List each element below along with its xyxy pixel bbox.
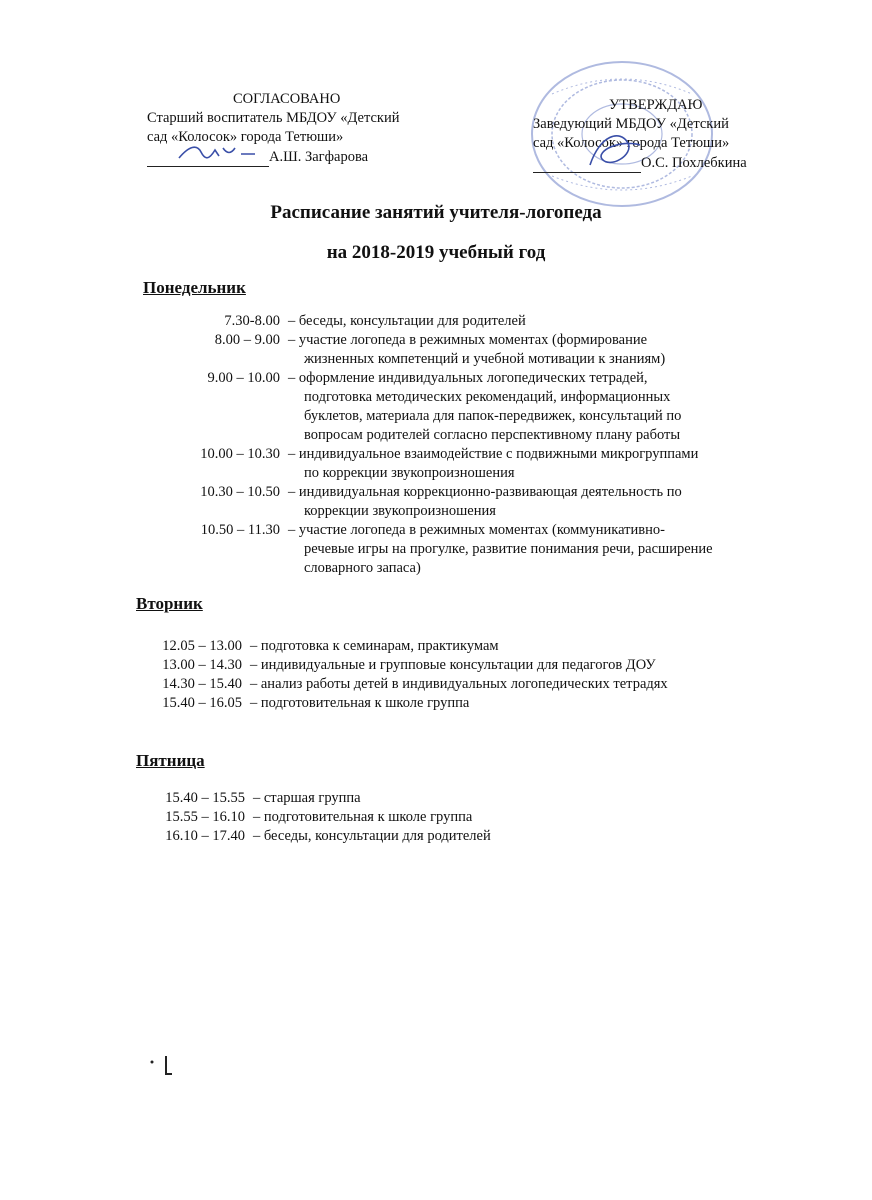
approved-heading: УТВЕРЖДАЮ <box>609 97 703 113</box>
agreed-heading: СОГЛАСОВАНО <box>233 91 341 107</box>
schedule-entry <box>150 694 790 713</box>
entry-text: вопросам родителей согласно перспективному плану работы <box>304 427 681 443</box>
entry-text: коррекции звукопроизношения <box>304 503 496 519</box>
schedule-entry <box>150 445 790 483</box>
entry-text: – старшая группа <box>253 790 361 806</box>
agreed-org: сад «Колосок» города Тетюши» <box>147 129 344 145</box>
approved-position: Заведующий МБДОУ «Детский <box>533 116 729 132</box>
entry-time: 13.00 – 14.30 <box>162 657 242 673</box>
schedule-entry <box>150 637 790 656</box>
entry-time: 15.40 – 16.05 <box>162 695 242 711</box>
schedule-entry <box>150 656 790 675</box>
approved-org: сад «Колосок» города Тетюши» <box>533 135 730 151</box>
entry-text: – участие логопеда в режимных моментах (формирование <box>288 332 648 348</box>
entry-time: 7.30-8.00 <box>224 313 280 329</box>
schedule-entry <box>150 483 790 521</box>
entry-time: 12.05 – 13.00 <box>162 638 242 654</box>
agreed-position: Старший воспитатель МБДОУ «Детский <box>147 110 400 126</box>
entry-text: – оформление индивидуальных логопедических тетрадей, <box>288 370 648 386</box>
entry-text: – анализ работы детей в индивидуальных логопедических тетрадях <box>250 676 668 692</box>
schedule-monday <box>150 312 790 578</box>
entry-time: 10.50 – 11.30 <box>200 522 280 538</box>
approved-name: О.С. Похлебкина <box>641 155 747 171</box>
entry-text: – беседы, консультации для родителей <box>253 828 491 844</box>
entry-text: – беседы, консультации для родителей <box>288 313 526 329</box>
left-signature <box>175 140 265 164</box>
schedule-entry <box>150 789 790 808</box>
day-heading-friday: Пятница <box>136 751 205 770</box>
entry-text: – подготовительная к школе группа <box>250 695 470 711</box>
entry-text: речевые игры на прогулке, развитие понимания речи, расширение <box>304 541 713 557</box>
entry-time: 10.00 – 10.30 <box>200 446 280 462</box>
entry-text: по коррекции звукопроизношения <box>304 465 515 481</box>
entry-text: – подготовка к семинарам, практикумам <box>250 638 499 654</box>
entry-time: 8.00 – 9.00 <box>214 332 280 348</box>
right-signature <box>580 125 650 175</box>
entry-text: жизненных компетенций и учебной мотивации к знаниям) <box>304 351 666 367</box>
schedule-entry <box>150 521 790 578</box>
schedule-entry <box>150 827 790 846</box>
day-heading-monday: Понедельник <box>143 278 246 297</box>
schedule-entry <box>150 331 790 369</box>
document-subtitle: на 2018-2019 учебный год <box>326 242 546 263</box>
entry-time: 10.30 – 10.50 <box>200 484 280 500</box>
schedule-tuesday <box>150 637 790 713</box>
entry-text: подготовка методических рекомендаций, информационных <box>304 389 671 405</box>
entry-time: 15.55 – 16.10 <box>165 809 245 825</box>
day-heading-tuesday: Вторник <box>136 594 203 613</box>
agreed-name: А.Ш. Загфарова <box>269 149 369 165</box>
entry-time: 9.00 – 10.00 <box>207 370 280 386</box>
entry-text: словарного запаса) <box>304 560 421 576</box>
schedule-entry <box>150 369 790 445</box>
entry-text: – индивидуальные и групповые консультации для педагогов ДОУ <box>250 657 656 673</box>
entry-text: – индивидуальная коррекционно-развивающая деятельность по <box>288 484 682 500</box>
entry-time: 15.40 – 15.55 <box>165 790 245 806</box>
scan-marks <box>148 1052 178 1082</box>
entry-text: – подготовительная к школе группа <box>253 809 473 825</box>
document-title: Расписание занятий учителя-логопеда <box>270 202 602 223</box>
schedule-entry <box>150 808 790 827</box>
entry-text: буклетов, материала для папок-передвижек, консультаций по <box>304 408 682 424</box>
schedule-friday <box>150 789 790 846</box>
entry-time: 14.30 – 15.40 <box>162 676 242 692</box>
schedule-entry <box>150 312 790 331</box>
schedule-entry <box>150 675 790 694</box>
entry-time: 16.10 – 17.40 <box>165 828 245 844</box>
entry-text: – участие логопеда в режимных моментах (коммуникативно- <box>288 522 665 538</box>
entry-text: – индивидуальное взаимодействие с подвижными микрогруппами <box>288 446 699 462</box>
